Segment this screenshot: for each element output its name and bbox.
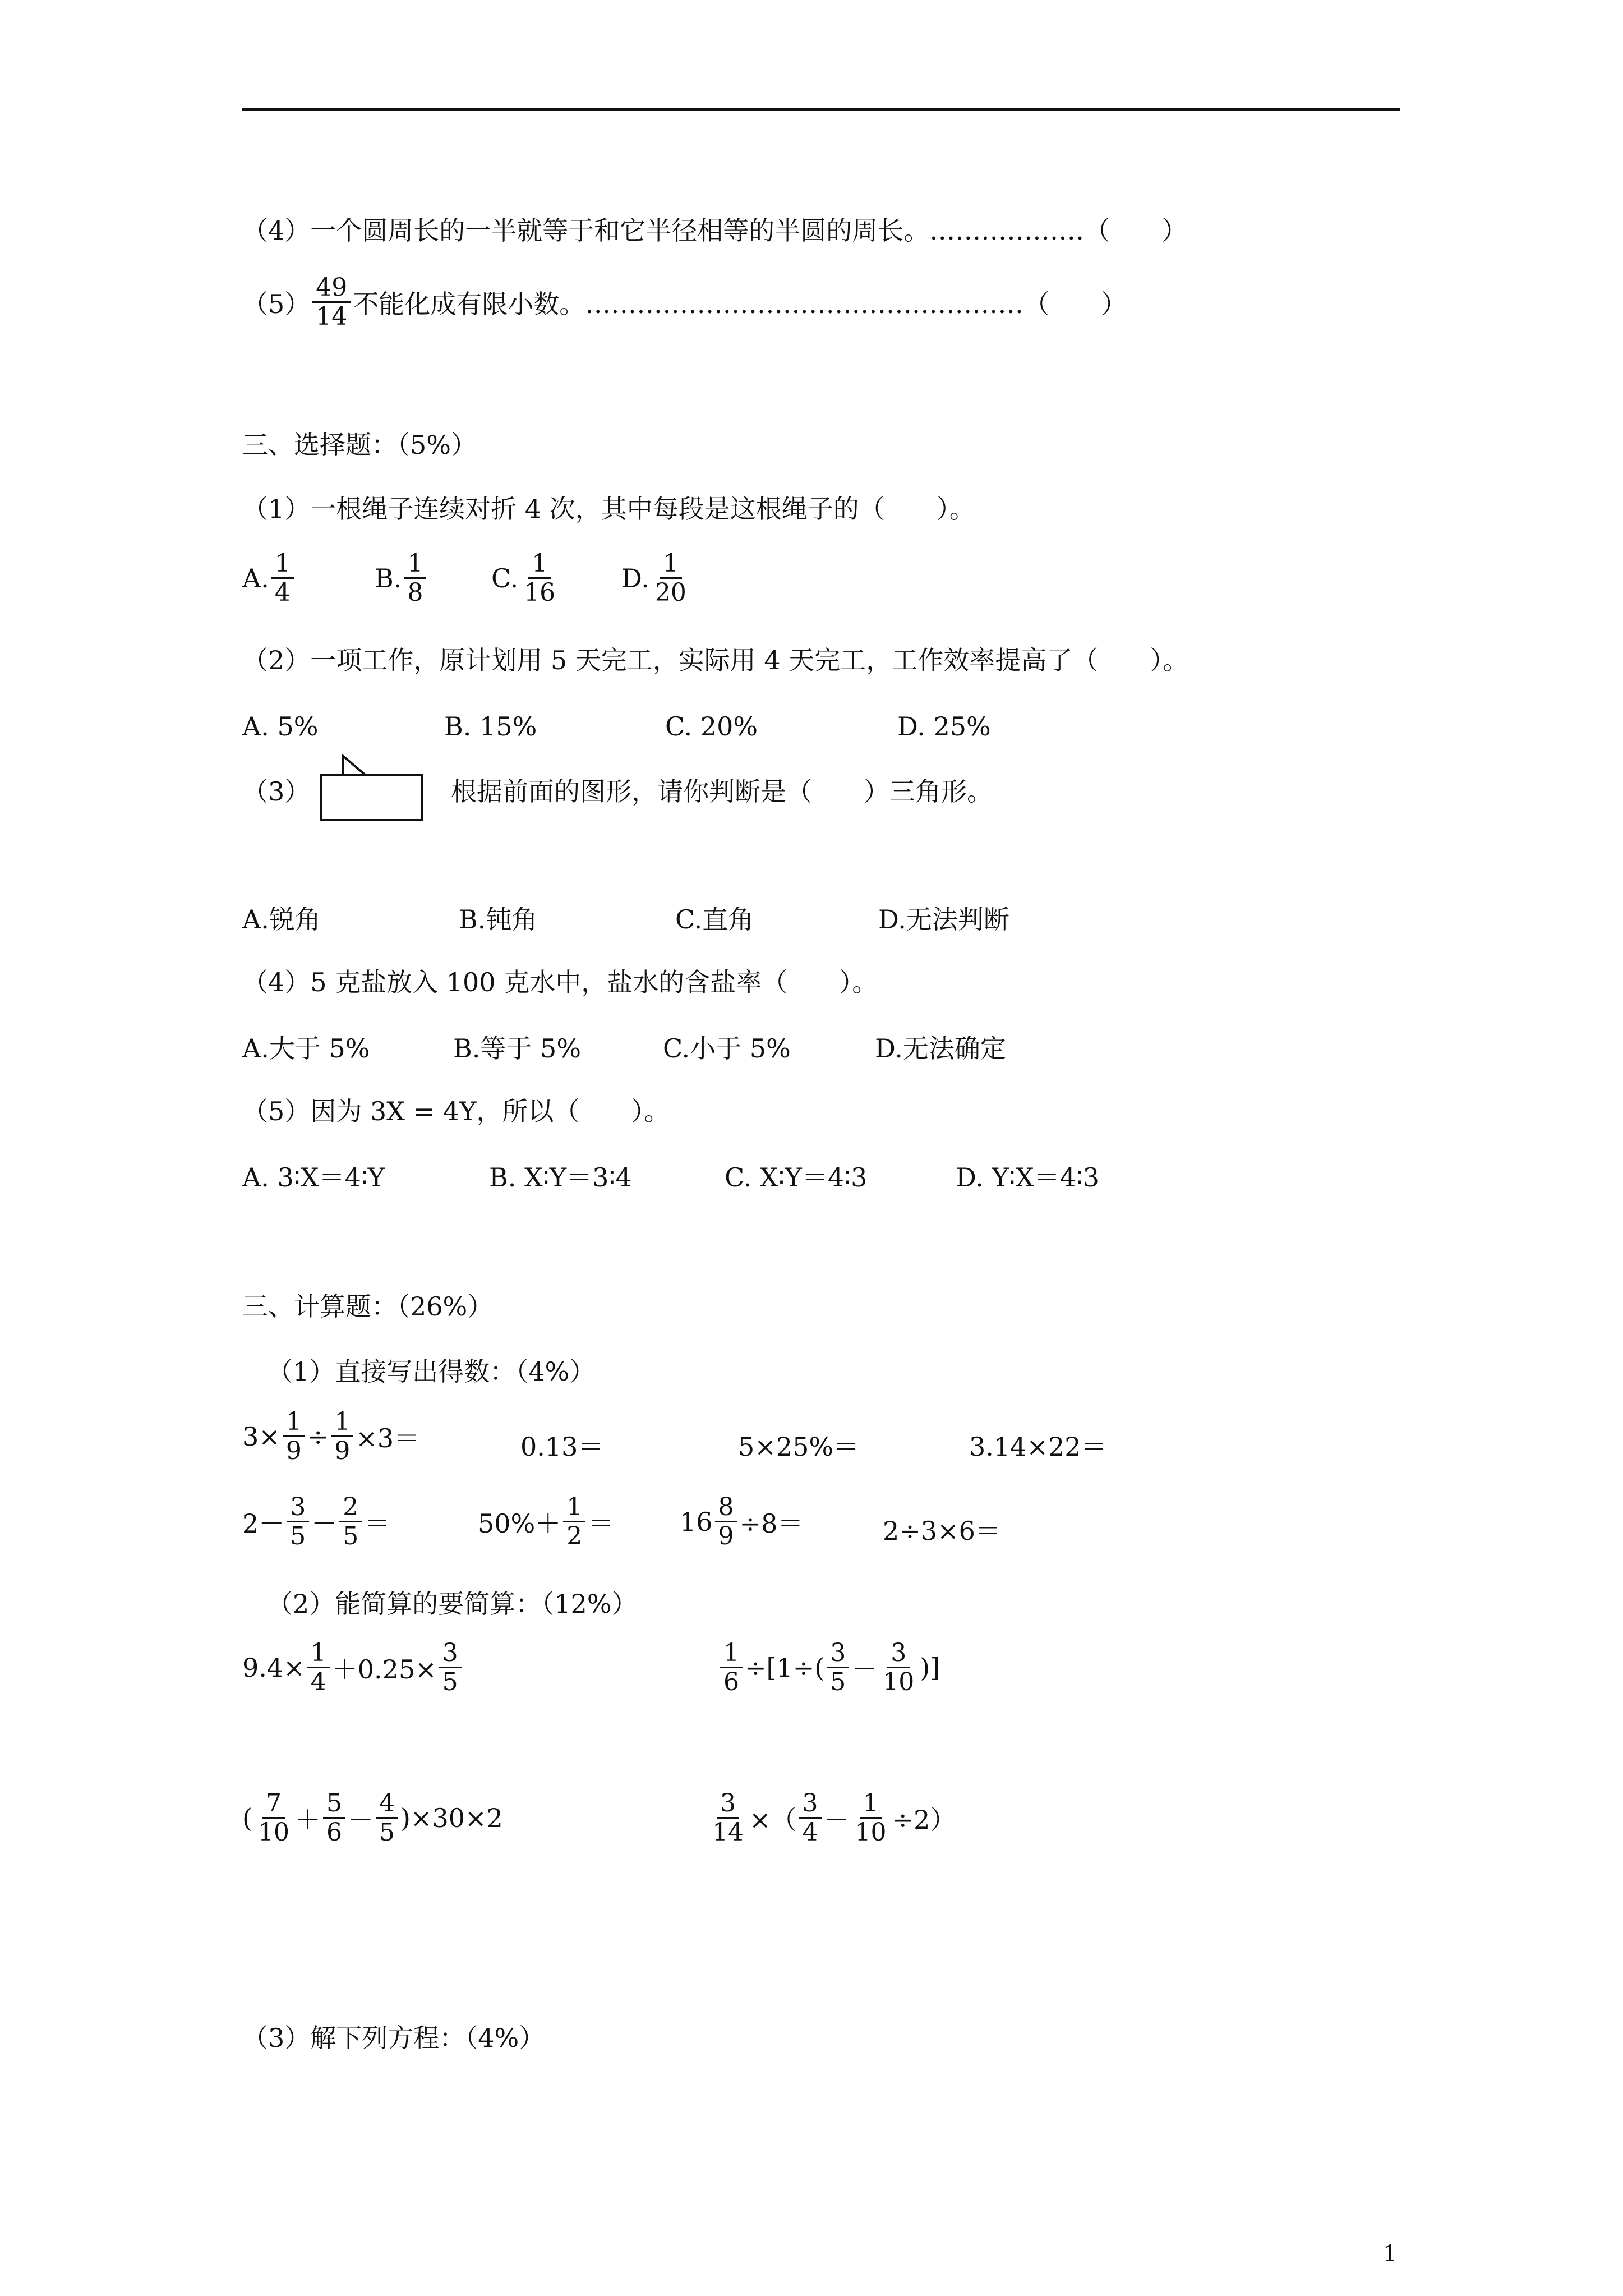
expr-fraction [283, 1408, 305, 1465]
fraction-numerator: 1 [331, 1408, 353, 1437]
choice-q1-option-a [242, 550, 296, 607]
calc-e5 [242, 1493, 390, 1550]
expr-fraction [879, 1639, 917, 1696]
calc-sub1: （1）直接写出得数：（4%） [267, 1356, 596, 1387]
choice-q4-option-b: B.等于 5% [453, 1033, 582, 1064]
calc-e4: 3.14×22＝ [969, 1432, 1107, 1462]
choice-q4-option-a: A.大于 5% [242, 1033, 370, 1064]
choice-q4-option-d: D.无法确定 [875, 1033, 1006, 1064]
expr-operator: ÷ [307, 1421, 329, 1452]
judge-q5-denominator: 14 [316, 302, 348, 332]
expr-fraction [287, 1493, 309, 1550]
expr-fraction [439, 1639, 462, 1696]
expr-fraction [827, 1639, 849, 1696]
fraction-numerator: 3 [887, 1639, 910, 1668]
expr-part: ( [242, 1802, 252, 1833]
fraction-denominator: 10 [883, 1668, 915, 1697]
fraction-numerator: 1 [307, 1639, 330, 1668]
expr-part: )] [920, 1652, 940, 1683]
expr-fraction [720, 1639, 743, 1696]
fraction-numerator: 2 [339, 1493, 362, 1522]
choice-q3-option-a: A.锐角 [242, 904, 321, 935]
fraction-denominator: 20 [654, 578, 686, 608]
choice-q2-options [242, 711, 1364, 747]
fraction-numerator: 8 [715, 1493, 737, 1522]
fraction-denominator: 5 [442, 1668, 458, 1697]
option-label: C. [491, 563, 519, 593]
fraction-denominator: 9 [718, 1522, 734, 1551]
choice-q2-option-c: C. 20% [665, 711, 758, 742]
judge-q5-text: 不能化成有限小数。……………………………………………（ ） [353, 288, 1127, 319]
expr-fraction [339, 1493, 362, 1550]
choice-q3: 根据前面的图形，请你判断是（ ）三角形。 [451, 776, 993, 807]
fraction-numerator: 3 [799, 1789, 822, 1819]
expr-part: ＋0.25× [331, 1654, 437, 1685]
fraction-denominator: 10 [257, 1818, 289, 1847]
calc-s3 [242, 1789, 503, 1847]
choice-q5-option-a: A. 3∶X＝4∶Y [242, 1162, 385, 1193]
calc-e8: 2÷3×6＝ [883, 1516, 1001, 1546]
option-label: B. [375, 563, 402, 593]
option-fraction [271, 550, 294, 607]
expr-fraction [709, 1789, 747, 1847]
option-label: D. [621, 563, 649, 593]
choice-q3-options [242, 904, 1364, 940]
fraction-denominator: 6 [326, 1818, 342, 1847]
fraction-numerator: 1 [563, 1493, 585, 1522]
calc-sub3: （3）解下列方程：（4%） [242, 2023, 545, 2053]
choice-q2: （2）一项工作，原计划用 5 天完工，实际用 4 天完工，工作效率提高了（ ）。 [242, 645, 1189, 675]
header-rule [242, 108, 1400, 111]
fraction-numerator: 3 [827, 1639, 849, 1668]
fraction-denominator: 10 [855, 1818, 887, 1847]
expr-fraction [331, 1408, 353, 1465]
choice-q3-option-d: D.无法判断 [878, 904, 1009, 935]
fraction-denominator: 5 [290, 1522, 306, 1551]
expr-part: ÷8＝ [739, 1508, 804, 1539]
fraction-numerator: 7 [262, 1789, 285, 1819]
fraction-numerator: 1 [283, 1408, 305, 1437]
expr-part: ×（ [749, 1804, 797, 1835]
calc-s2 [718, 1639, 940, 1696]
choice-q1-options [242, 550, 1364, 617]
expr-part: 9.4× [242, 1652, 305, 1683]
choice-q5-option-b: B. X∶Y＝3∶4 [489, 1162, 632, 1193]
expr-part: ＝ [588, 1508, 614, 1539]
calc-s4 [707, 1789, 956, 1847]
fraction-numerator: 4 [376, 1789, 398, 1819]
fraction-denominator: 9 [334, 1437, 351, 1466]
expr-part: 2－ [242, 1508, 285, 1539]
calc-e6 [478, 1493, 614, 1550]
calc-e7 [680, 1493, 803, 1550]
calc-e3: 5×25%＝ [738, 1432, 860, 1462]
expr-operator: － [347, 1804, 374, 1835]
fraction-denominator: 5 [379, 1818, 395, 1847]
fraction-numerator: 3 [439, 1639, 462, 1668]
fraction-denominator: 4 [802, 1818, 818, 1847]
expr-part: ×3＝ [356, 1423, 420, 1453]
choice-q4-options [242, 1033, 1364, 1069]
choice-q5-option-c: C. X∶Y＝4∶3 [725, 1162, 868, 1193]
expr-part: ＝ [364, 1508, 390, 1539]
choice-q5: （5）因为 3X = 4Y，所以（ ）。 [242, 1096, 670, 1126]
choice-heading: 三、选择题：（5%） [242, 430, 477, 460]
choice-q5-options [242, 1162, 1364, 1198]
judge-q5 [242, 274, 1127, 331]
expr-part: )×30×2 [400, 1802, 503, 1833]
fraction-denominator: 5 [830, 1668, 846, 1697]
choice-q2-option-b: B. 15% [444, 711, 537, 742]
judge-q4: （4）一个圆周长的一半就等于和它半径相等的半圆的周长。………………（ ） [242, 215, 1188, 246]
expr-operator: － [851, 1654, 878, 1685]
choice-q4-option-c: C.小于 5% [663, 1033, 791, 1064]
trapezoid-figure [314, 754, 426, 823]
fraction-numerator: 1 [528, 550, 551, 579]
expr-fraction [799, 1789, 822, 1847]
expr-fraction [715, 1493, 737, 1550]
expr-operator: － [311, 1508, 338, 1539]
choice-q1: （1）一根绳子连续对折 4 次，其中每段是这根绳子的（ ）。 [242, 494, 975, 524]
expr-fraction [323, 1789, 345, 1847]
expr-fraction [376, 1789, 398, 1847]
option-fraction [520, 550, 559, 607]
fraction-numerator: 1 [720, 1639, 743, 1668]
expr-operator: ＋ [294, 1804, 321, 1835]
calc-heading: 三、计算题：（26%） [242, 1291, 494, 1322]
judge-q5-prefix: （5） [242, 288, 311, 319]
calc-sub2: （2）能简算的要简算：（12%） [267, 1589, 638, 1619]
fraction-denominator: 4 [274, 578, 291, 608]
choice-q1-option-d [621, 550, 692, 607]
choice-q3-option-b: B.钝角 [459, 904, 538, 935]
judge-q5-fraction [312, 274, 351, 331]
expr-operator: － [823, 1804, 850, 1835]
option-fraction [404, 550, 426, 607]
fraction-numerator: 1 [271, 550, 294, 579]
fraction-numerator: 1 [860, 1789, 882, 1819]
choice-q2-option-a: A. 5% [242, 711, 319, 742]
fraction-numerator: 5 [323, 1789, 345, 1819]
choice-q3-option-c: C.直角 [675, 904, 754, 935]
fraction-numerator: 3 [287, 1493, 309, 1522]
choice-q3-prefix: （3） [242, 776, 311, 807]
calc-e2: 0.13＝ [520, 1432, 604, 1462]
fraction-denominator: 16 [524, 578, 556, 608]
choice-q4: （4）5 克盐放入 100 克水中，盐水的含盐率（ ）。 [242, 967, 878, 997]
calc-s1 [242, 1639, 464, 1696]
fraction-denominator: 14 [712, 1818, 744, 1847]
expr-fraction [307, 1639, 330, 1696]
page-number: 1 [1383, 2241, 1398, 2267]
option-label: A. [242, 563, 269, 593]
option-fraction [652, 550, 690, 607]
fraction-denominator: 8 [407, 578, 423, 608]
judge-q5-numerator: 49 [312, 274, 351, 303]
fraction-numerator: 3 [717, 1789, 739, 1819]
expr-part: ÷2） [892, 1804, 956, 1835]
choice-q5-option-d: D. Y∶X＝4∶3 [956, 1162, 1100, 1193]
choice-q1-option-b [375, 550, 428, 607]
choice-q2-option-d: D. 25% [897, 711, 991, 742]
fraction-denominator: 4 [310, 1668, 326, 1697]
fraction-denominator: 5 [343, 1522, 359, 1551]
expr-part: 50%＋ [478, 1508, 561, 1539]
fraction-numerator: 1 [404, 550, 426, 579]
fraction-denominator: 6 [723, 1668, 739, 1697]
fraction-denominator: 9 [285, 1437, 302, 1466]
fraction-numerator: 1 [660, 550, 682, 579]
expr-fraction [563, 1493, 585, 1550]
calc-e1 [242, 1408, 419, 1465]
expr-fraction [255, 1789, 293, 1847]
expr-part: 16 [680, 1506, 713, 1537]
expr-fraction [852, 1789, 890, 1847]
expr-part: 3× [242, 1421, 280, 1452]
choice-q1-option-c [491, 550, 561, 607]
fraction-denominator: 2 [566, 1522, 583, 1551]
expr-part: ÷[1÷( [745, 1652, 825, 1683]
